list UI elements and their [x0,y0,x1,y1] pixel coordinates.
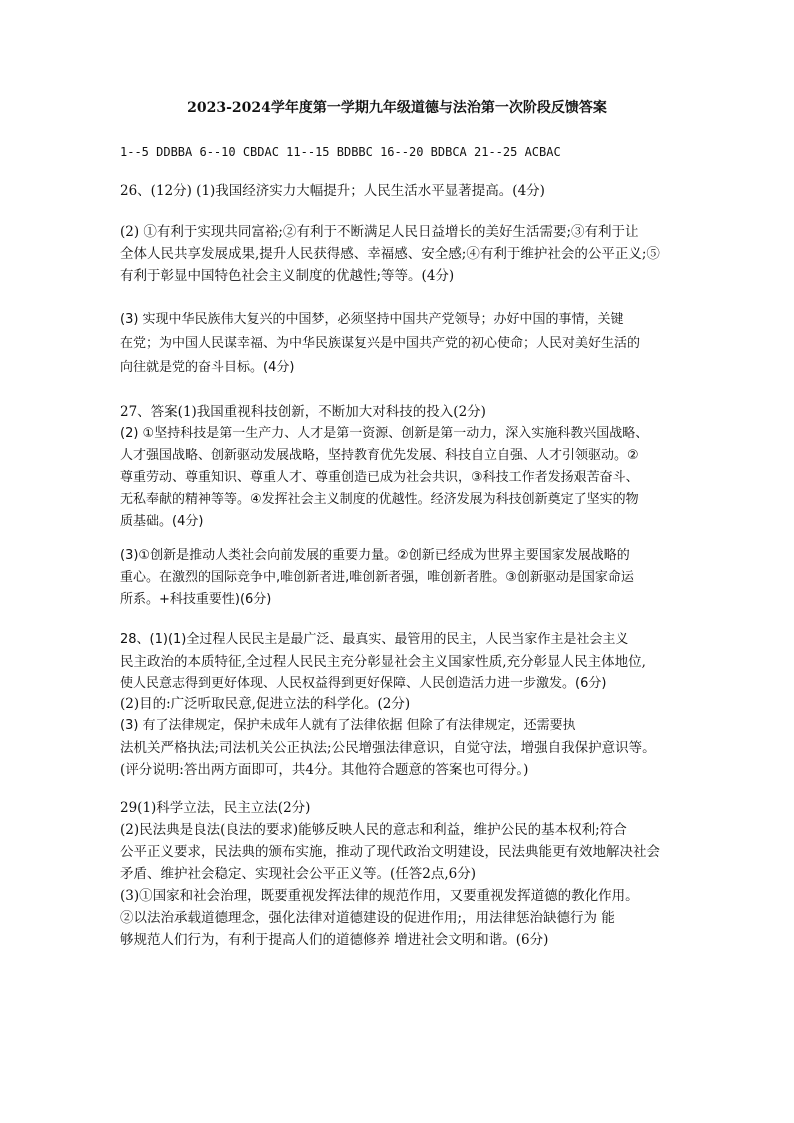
q28-line-4: (2)目的:广泛听取民意,促进立法的科学化。(2分) [120,696,411,712]
q27-line-3: 人才强国战略、创新驱动发展战略，坚持教育优先发展、科技自立自强、人才引领驱动。② [120,448,639,463]
q29-line-2: (2)民法典是良法(良法的要求)能够反映人民的意志和利益，维护公民的基本权利;符合 [120,822,627,838]
q27-line-7: (3)①创新是推动人类社会向前发展的重要力量。②创新已经成为世界主要国家发展战略的 [120,548,630,563]
q28-line-7: (评分说明:答出两方面即可，共4分。其他符合题意的答案也可得分。) [120,762,529,778]
q29-line-3: 公平正义要求，民法典的颁布实施，推动了现代政治文明建设，民法典能更有效地解决社会 [120,844,660,860]
q26-line-1: 26、(12分) (1)我国经济实力大幅提升；人民生活水平显著提高。(4分) [120,183,545,199]
q27-line-4: 尊重劳动、尊重知识、尊重人才、尊重创造已成为社会共识，③科技工作者发扬艰苦奋斗、 [120,470,639,485]
q29-line-1: 29(1)科学立法，民主立法(2分) [120,800,311,816]
q28-line-1: 28、(1)(1)全过程人民民主是最广泛、最真实、最管用的民主，人民当家作主是社会主义 [120,632,629,647]
q26-line-7: 向往就是党的奋斗目标。(4分) [120,360,295,375]
q27-line-8: 重心。在激烈的国际竞争中,唯创新者进,唯创新者强，唯创新者胜。③创新驱动是国家命运 [120,570,634,585]
q27-line-5: 无私奉献的精神等等。④发挥社会主义制度的优越性。经济发展为科技创新奠定了坚实的物 [120,492,639,507]
q27-line-1: 27、答案(1)我国重视科技创新，不断加大对科技的投入(2分) [120,404,486,420]
q28-line-5: (3) 有了法律规定，保护未成年人就有了法律依据 但除了有法律规定，还需要执 [120,718,576,733]
q28-line-2: 民主政治的本质特征,全过程人民民主充分彰显社会主义国家性质,充分彰显人民主体地位, [120,654,646,670]
q27-line-6: 质基础。(4分) [120,514,204,529]
q29-line-7: 够规范人们行为，有利于提高人们的道德修养 增进社会文明和谐。(6分) [120,932,549,948]
q27-line-2: (2) ①坚持科技是第一生产力、人才是第一资源、创新是第一动力，深入实施科教兴国战略、 [120,426,649,441]
q26-line-2: (2) ①有利于实现共同富裕;②有利于不断满足人民日益增长的美好生活需要;③有利于让 [120,224,639,240]
q26-line-6: 在党；为中国人民谋幸福、为中华民族谋复兴是中国共产党的初心使命；人民对美好生活的 [120,336,641,351]
q28-line-3: 使人民意志得到更好体现、人民权益得到更好保障、人民创造活力进一步激发。(6分) [120,676,607,691]
q29-line-6: ②以法治承载道德理念，强化法律对道德建设的促进作用;，用法律惩治缺德行为 能 [120,910,615,926]
q28-line-6: 法机关严格执法;司法机关公正执法;公民增强法律意识，自觉守法，增强自我保护意识等。 [120,740,656,756]
q29-line-4: 矛盾、维护社会稳定、实现社会公平正义等。(任答2点,6分) [120,866,477,882]
q29-line-5: (3)①国家和社会治理，既要重视发挥法律的规范作用，又要重视发挥道德的教化作用。 [120,888,639,904]
q26-line-4: 有利于彰显中国特色社会主义制度的优越性;等等。(4分) [120,268,455,284]
document-title: 2023-2024学年度第一学期九年级道德与法治第一次阶段反馈答案 [187,100,607,116]
q26-line-5: (3) 实现中华民族伟大复兴的中国梦，必须坚持中国共产党领导；办好中国的事情，关键 [120,312,624,327]
q27-line-9: 所系。+科技重要性)(6分) [120,592,272,607]
q26-line-3: 全体人民共享发展成果,提升人民获得感、幸福感、安全感;④有利于维护社会的公平正义;⑤ [120,246,660,262]
answer-key-line: 1--5 DDBBA 6--10 CBDAC 11--15 BDBBC 16--20 BDBCA 21--25 ACBAC [120,145,561,159]
